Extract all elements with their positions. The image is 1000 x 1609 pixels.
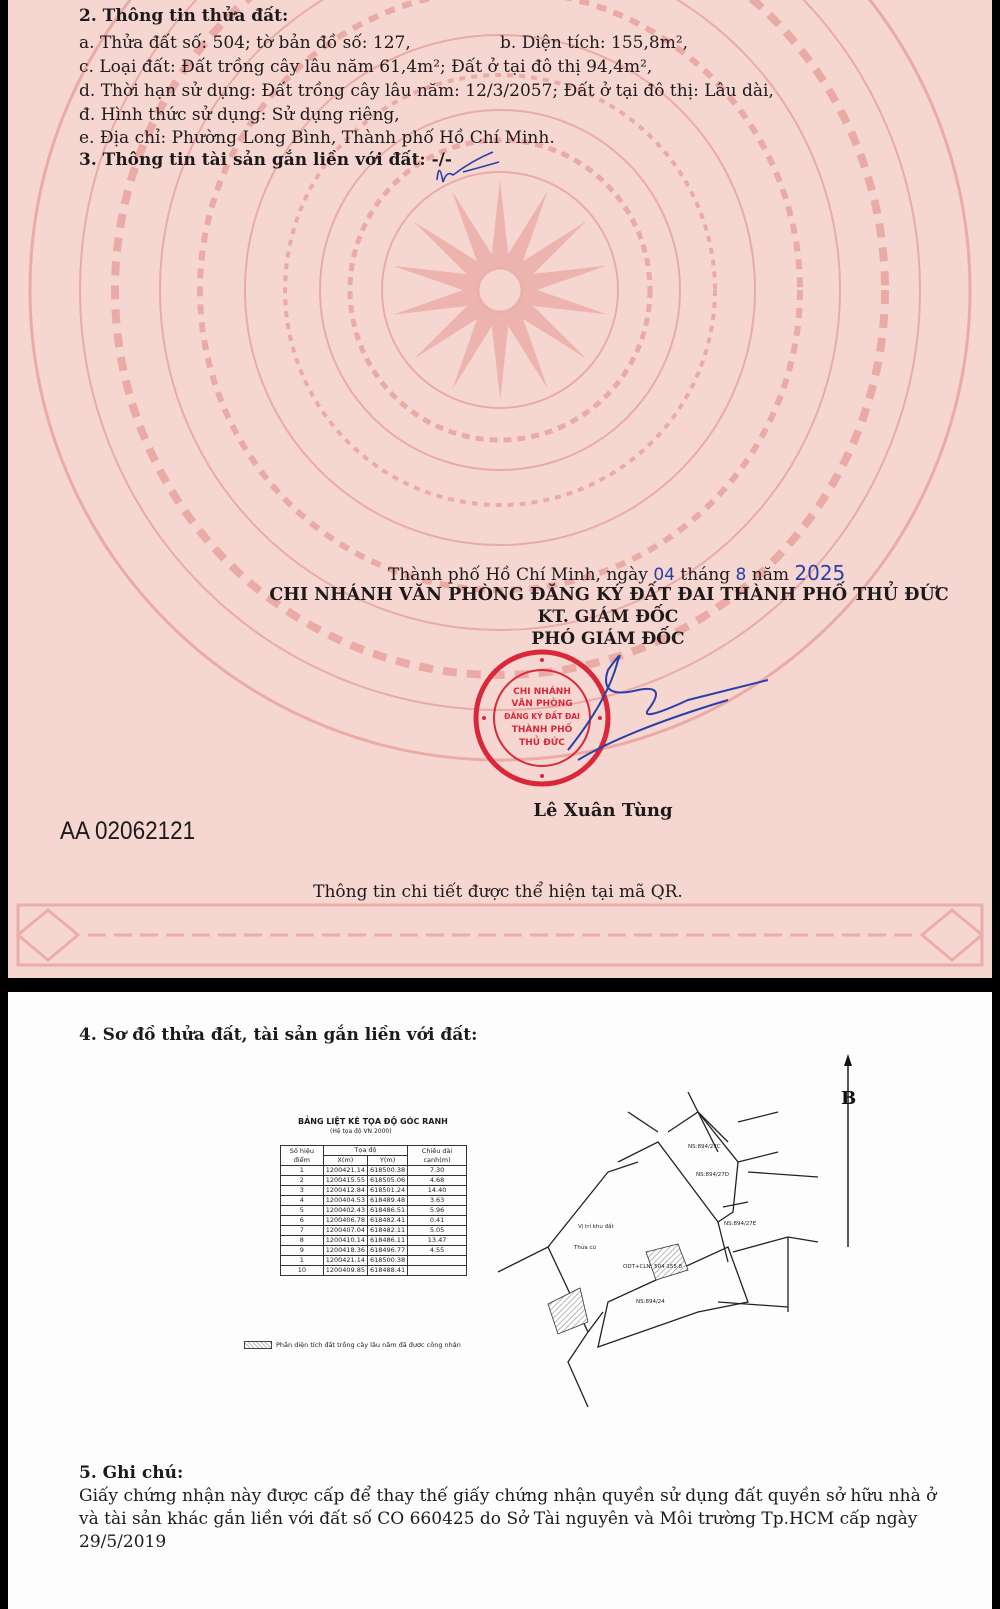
seal-line-4: THÀNH PHỐ — [511, 725, 573, 735]
coordinate-table-title: BẢNG LIỆT KÊ TỌA ĐỘ GÓC RANH — [298, 1117, 448, 1126]
certificate-page-2 — [8, 992, 992, 1609]
director-signature — [548, 640, 778, 770]
table-cell-p: 7 — [281, 1226, 324, 1236]
date-day: 04 — [653, 565, 675, 585]
note-text: Giấy chứng nhận này được cấp để thay thế giấy chứng nhận quyền sử dụng đất quyền sở hữu nhà ở và tài sản khác gắn liền với đất số CO 660425 do Sở Tài nguyên và Môi trường Tp.HCM cấp ngày 29/5/2019 — [79, 1486, 937, 1552]
office-name: CHI NHÁNH VĂN PHÒNG ĐĂNG KÝ ĐẤT ĐAI THÀNH PHỐ THỦ ĐỨC — [269, 585, 949, 605]
table-cell-edge — [408, 1266, 467, 1276]
table-row — [281, 1206, 467, 1216]
table-cell-edge: 5.05 — [408, 1226, 467, 1236]
col-x: X(m) — [323, 1156, 367, 1166]
date-year-label: năm — [751, 565, 789, 585]
qr-note: Thông tin chi tiết được thể hiện tại mã QR. — [313, 882, 683, 902]
table-cell-p: 1 — [281, 1166, 324, 1176]
coordinate-table-subtitle: (Hệ tọa độ VN 2000) — [330, 1128, 392, 1135]
table-cell-y: 618486.11 — [368, 1236, 408, 1246]
seal-line-1: CHI NHÁNH — [513, 687, 571, 697]
table-cell-x: 1200404.53 — [323, 1196, 367, 1206]
table-row — [281, 1196, 467, 1206]
area-line: b. Diện tích: 155,8m², — [500, 33, 689, 53]
initials-signature — [433, 140, 503, 190]
table-cell-x: 1200406.78 — [323, 1216, 367, 1226]
table-cell-y: 618486.51 — [368, 1206, 408, 1216]
map-label-ns3: NS:894/27E — [724, 1221, 757, 1227]
legend — [244, 1341, 461, 1349]
col-edge: Chiều dài cạnh(m) — [408, 1146, 467, 1166]
table-row — [281, 1236, 467, 1246]
table-cell-y: 618482.41 — [368, 1216, 408, 1226]
table-cell-edge: 7.30 — [408, 1166, 467, 1176]
table-cell-p: 2 — [281, 1176, 324, 1186]
table-cell-y: 618505.06 — [368, 1176, 408, 1186]
table-row — [281, 1226, 467, 1236]
coordinate-table — [280, 1145, 467, 1276]
table-cell-edge: 3.63 — [408, 1196, 467, 1206]
col-y: Y(m) — [368, 1156, 408, 1166]
table-cell-p: 4 — [281, 1196, 324, 1206]
table-cell-x: 1200409.85 — [323, 1266, 367, 1276]
serial-number: AA 02062121 — [60, 817, 196, 845]
table-cell-p: 5 — [281, 1206, 324, 1216]
table-row — [281, 1186, 467, 1196]
table-cell-p: 8 — [281, 1236, 324, 1246]
table-cell-y: 618496.77 — [368, 1246, 408, 1256]
table-cell-y: 618500.38 — [368, 1166, 408, 1176]
table-cell-p: 6 — [281, 1216, 324, 1226]
table-cell-edge: 4.68 — [408, 1176, 467, 1186]
table-cell-x: 1200415.55 — [323, 1176, 367, 1186]
table-cell-x: 1200421.14 — [323, 1166, 367, 1176]
deputy-director-title: PHÓ GIÁM ĐỐC — [531, 629, 685, 649]
table-cell-y: 618500.38 — [368, 1256, 408, 1266]
table-cell-y: 618489.48 — [368, 1196, 408, 1206]
table-cell-x: 1200407.04 — [323, 1226, 367, 1236]
col-coords: Tọa độ — [323, 1146, 407, 1156]
date-month-label: tháng — [680, 565, 731, 585]
table-cell-p: 10 — [281, 1266, 324, 1276]
table-row — [281, 1246, 467, 1256]
table-cell-p: 9 — [281, 1246, 324, 1256]
usage-term-line: d. Thời hạn sử dụng: Đất trồng cây lâu năm: 12/3/2057; Đất ở tại đô thị: Lâu dài, — [79, 81, 774, 101]
table-row — [281, 1266, 467, 1276]
map-label-location: Vị trí khu đất — [578, 1224, 614, 1230]
parcel-map — [488, 1072, 988, 1412]
legend-text: Phần diện tích đất trồng cây lâu năm đã được công nhận — [276, 1341, 461, 1349]
date-year: 2025 — [794, 561, 846, 585]
table-cell-y: 618488.41 — [368, 1266, 408, 1276]
date-month: 8 — [735, 565, 747, 585]
table-cell-edge: 13.47 — [408, 1236, 467, 1246]
seal-line-3: ĐĂNG KÝ ĐẤT ĐAI — [504, 712, 580, 721]
table-row — [281, 1176, 467, 1186]
issue-date — [388, 563, 845, 586]
table-cell-x: 1200421.14 — [323, 1256, 367, 1266]
signer-name: Lê Xuân Tùng — [533, 800, 673, 821]
section-3-title: 3. Thông tin tài sản gắn liền với đất: -/- — [79, 150, 452, 170]
seal-line-2: VĂN PHÒNG — [511, 699, 573, 709]
map-label-parcel: ODT+CLN: 504 155.8 — [623, 1264, 683, 1270]
table-cell-x: 1200410.14 — [323, 1236, 367, 1246]
table-row — [281, 1256, 467, 1266]
map-label-ns1: NS:894/27C — [688, 1144, 721, 1150]
date-prefix: Thành phố Hồ Chí Minh, ngày — [388, 565, 648, 585]
map-label-other: Thửa cũ — [574, 1245, 596, 1251]
table-cell-edge: 4.55 — [408, 1246, 467, 1256]
section-4-title: 4. Sơ đồ thửa đất, tài sản gắn liền với đất: — [79, 1025, 478, 1045]
usage-form-line: đ. Hình thức sử dụng: Sử dụng riêng, — [79, 105, 400, 125]
col-point: Số hiệu điểm — [281, 1146, 324, 1166]
section-2-title: 2. Thông tin thửa đất: — [79, 6, 289, 26]
legend-swatch — [244, 1341, 272, 1349]
table-cell-x: 1200418.36 — [323, 1246, 367, 1256]
seal-line-5: THỦ ĐỨC — [519, 738, 565, 748]
land-type-line: c. Loại đất: Đất trồng cây lâu năm 61,4m²; Đất ở tại đô thị 94,4m², — [79, 57, 653, 77]
table-cell-edge: 14.40 — [408, 1186, 467, 1196]
table-row — [281, 1216, 467, 1226]
table-cell-x: 1200412.84 — [323, 1186, 367, 1196]
map-label-ns2: NS:894/27D — [696, 1172, 730, 1178]
kt-director-title: KT. GIÁM ĐỐC — [537, 607, 679, 627]
certificate-page-1 — [8, 0, 992, 978]
table-cell-edge — [408, 1256, 467, 1266]
table-cell-p: 1 — [281, 1256, 324, 1266]
table-row — [281, 1166, 467, 1176]
map-label-ns4: NS:894/24 — [636, 1299, 665, 1305]
table-cell-x: 1200402.43 — [323, 1206, 367, 1216]
table-cell-y: 618501.24 — [368, 1186, 408, 1196]
table-cell-edge: 0.41 — [408, 1216, 467, 1226]
section-5-title: 5. Ghi chú: — [79, 1463, 184, 1483]
table-cell-y: 618482.11 — [368, 1226, 408, 1236]
table-cell-p: 3 — [281, 1186, 324, 1196]
north-label: B — [841, 1088, 857, 1109]
address-line: e. Địa chỉ: Phường Long Bình, Thành phố Hồ Chí Minh. — [79, 128, 555, 148]
parcel-number-line: a. Thửa đất số: 504; tờ bản đồ số: 127, — [79, 33, 411, 53]
table-cell-edge: 5.96 — [408, 1206, 467, 1216]
